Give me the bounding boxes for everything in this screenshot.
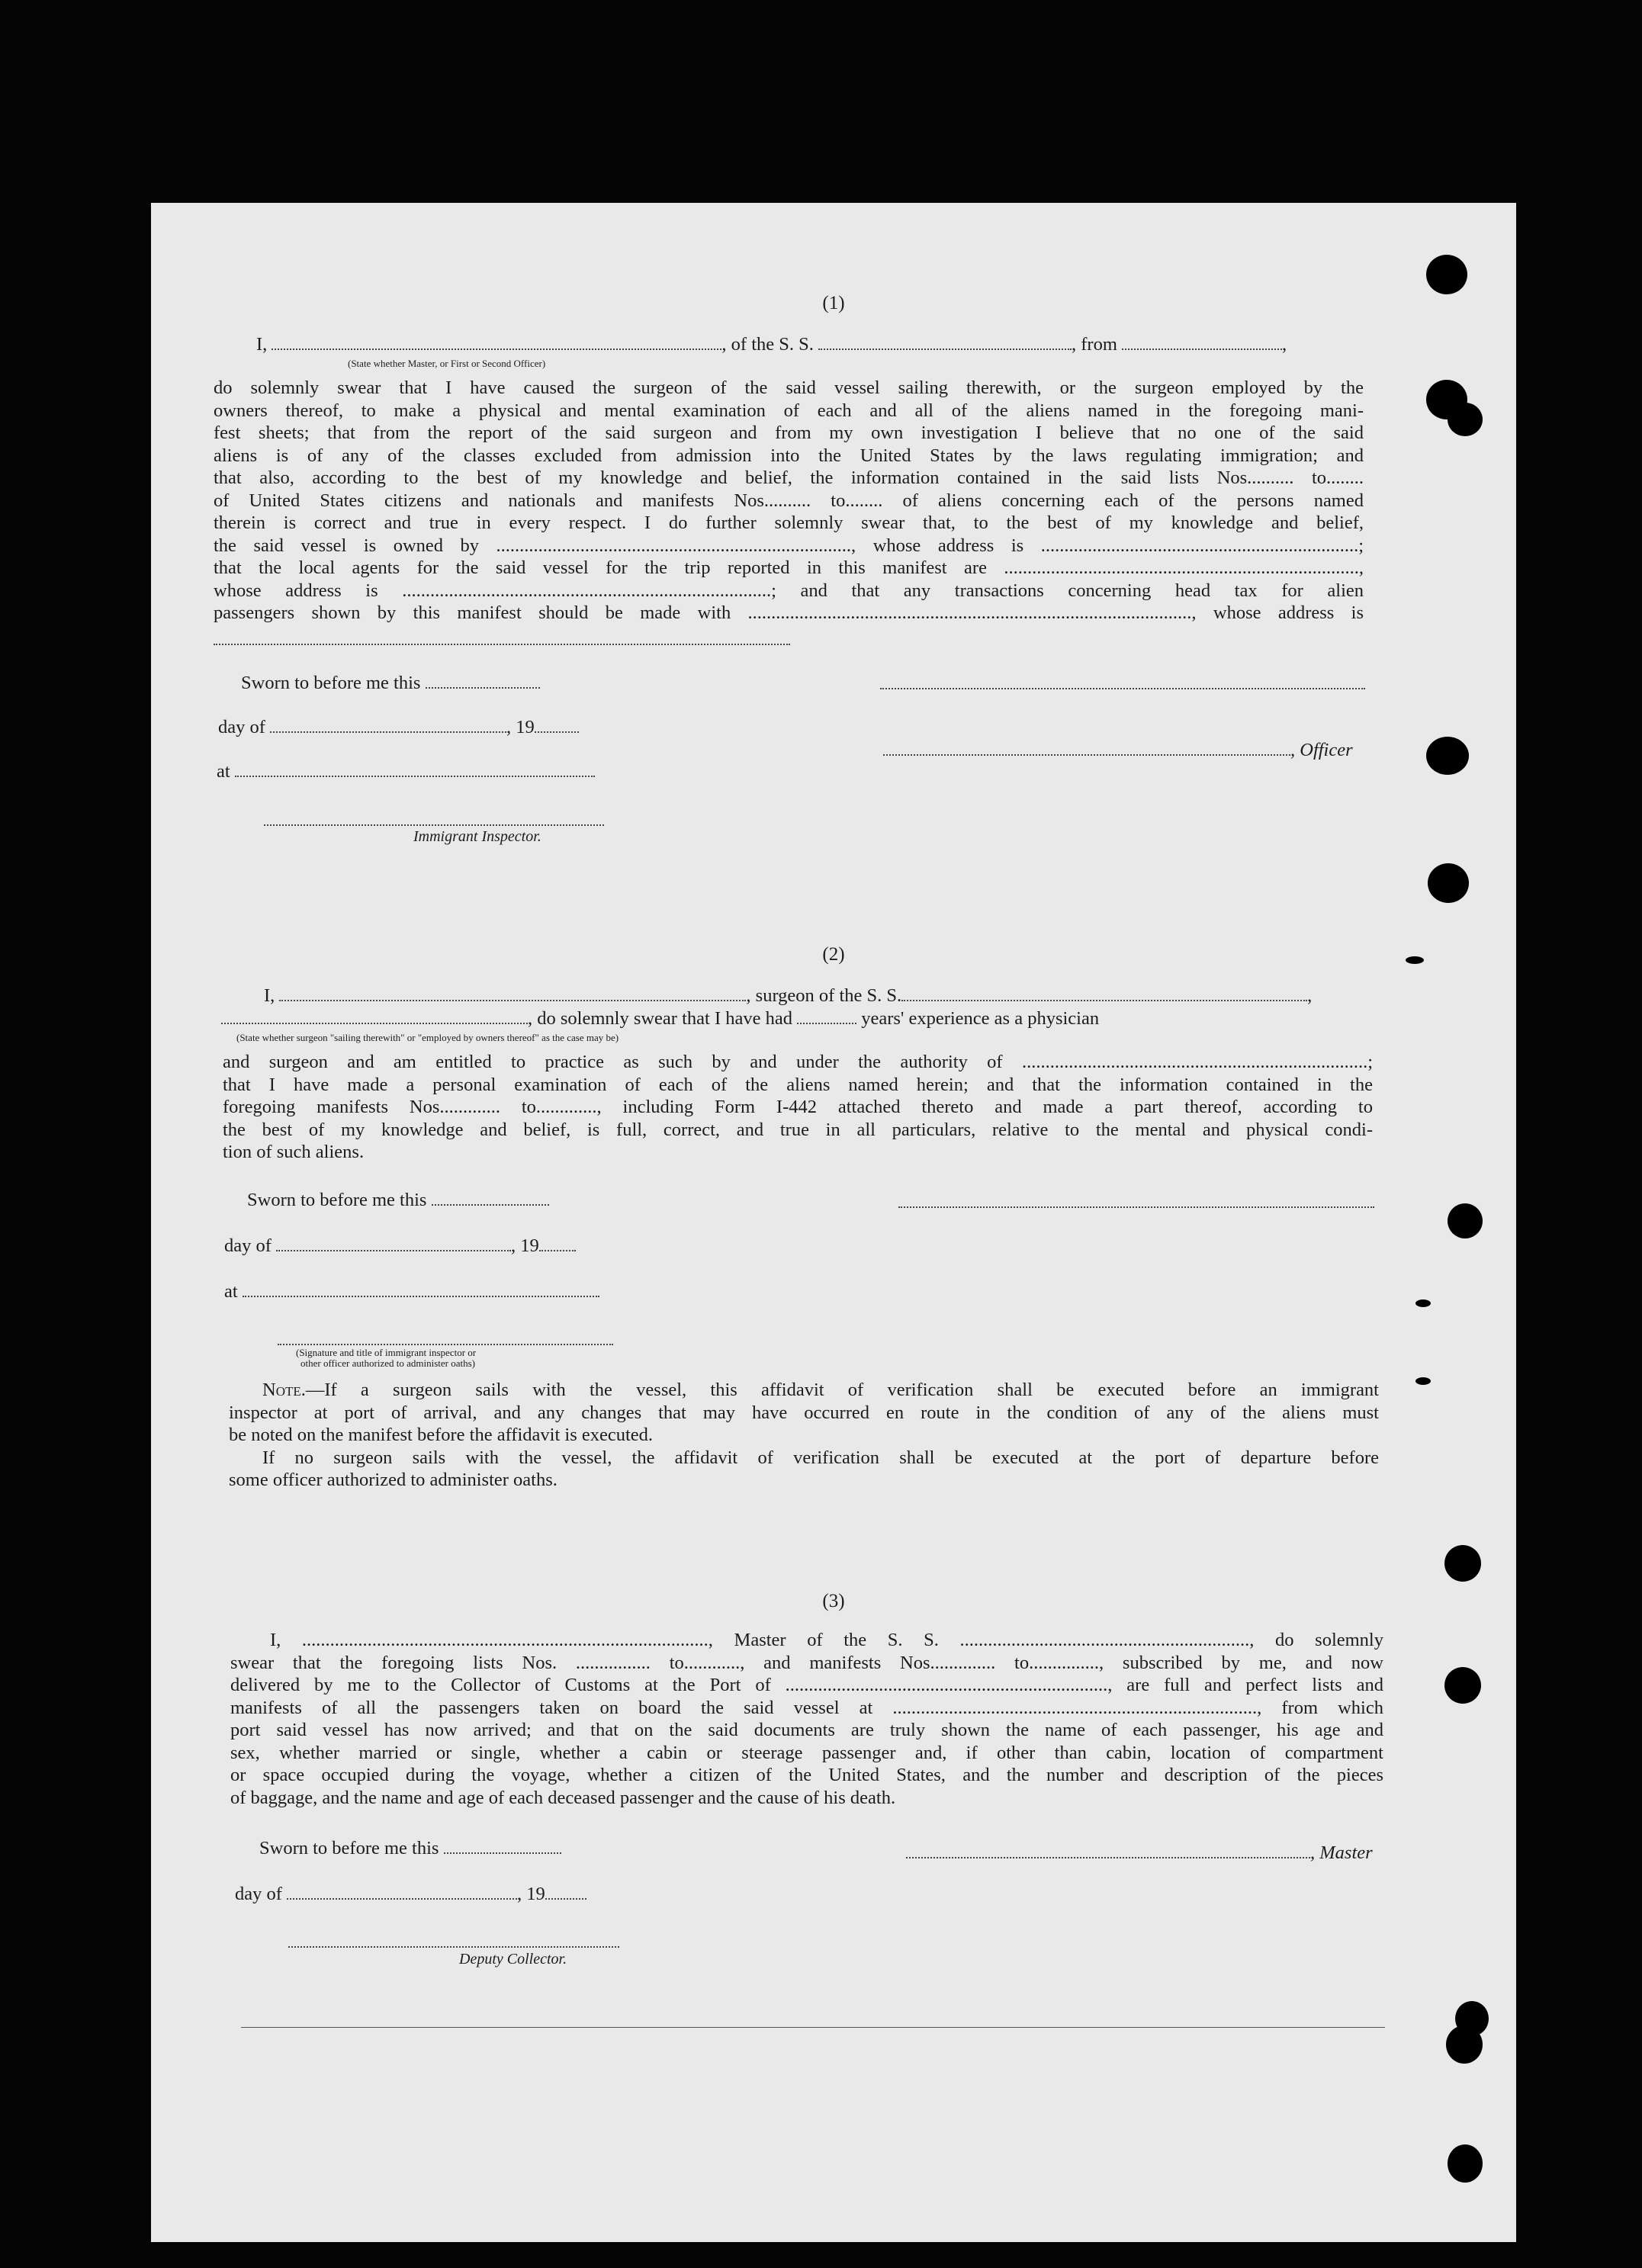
- year-label: , 19: [511, 1235, 539, 1256]
- manifest-affidavit-sheet: [151, 203, 1516, 2242]
- note-line: [229, 1379, 1379, 1402]
- at-place-blank: [235, 762, 595, 777]
- punch-hole: [1426, 255, 1467, 294]
- paragraph-line: sex, whether married or single, whether a cabin or steerage passenger and, if other than cabin, location of compartment: [230, 1742, 1383, 1763]
- paragraph-line: port said vessel has now arrived; and that on the said documents are truly shown the name of each passenger, his age and: [230, 1720, 1383, 1740]
- i-label: I,: [264, 985, 275, 1006]
- at-label: at: [217, 761, 230, 782]
- at-place-blank: [243, 1282, 599, 1297]
- punch-hole: [1426, 737, 1469, 775]
- month-blank: [276, 1236, 511, 1251]
- month-blank: [270, 718, 506, 733]
- paragraph-line: whose address is ...............................................................................; and that any transactions concerning head tax for alien: [214, 580, 1364, 601]
- sworn-label: Sworn to before me this: [247, 1190, 427, 1210]
- day-of-line: [235, 1884, 586, 1905]
- officer-blank: [883, 740, 1290, 756]
- section-2-header-line: I, , surgeon of the S. S. ,: [264, 985, 1313, 1006]
- section-1-header-line: I, , of the S. S. , from ,: [256, 334, 1287, 355]
- paragraph-line: foregoing manifests Nos............. to............., including Form I-442 attached thereto and made a part thereof, according to: [223, 1097, 1373, 1117]
- paragraph-line: owners thereof, to make a physical and mental examination of each and all of the aliens named in the foregoing mani-: [214, 400, 1364, 421]
- punch-hole: [1446, 2025, 1483, 2064]
- signature-line: [898, 1206, 1374, 1208]
- surgeon-caption: (State whether surgeon "sailing therewith" or "employed by owners thereof" as the case may be): [236, 1032, 619, 1043]
- sworn-day-blank: [426, 673, 540, 689]
- from-label: , from: [1072, 334, 1117, 355]
- punch-hole: [1444, 1545, 1481, 1582]
- note-text: —If a surgeon sails with the vessel, this affidavit of verification shall be executed before an immigrant: [305, 1380, 1379, 1400]
- paragraph-line: fest sheets; that from the report of the said surgeon and from my own investigation I believe that no one of the said: [214, 422, 1364, 443]
- paragraph-line: therein is correct and true in every respect. I do further solemnly swear that, to the best of my knowledge and belief,: [214, 512, 1364, 533]
- from-port-blank: [1122, 335, 1282, 350]
- note-line: If no surgeon sails with the vessel, the affidavit of verification shall be executed at the port of departure before: [262, 1447, 1379, 1468]
- i-label: I,: [256, 334, 268, 355]
- paragraph-line: or space occupied during the voyage, whether a citizen of the United States, and the number and description of the pieces: [230, 1765, 1383, 1785]
- master-caption: (State whether Master, or First or Second Officer): [348, 358, 546, 369]
- paragraph-line: delivered by me to the Collector of Customs at the Port of ....................................................................., are full and perfect lists and: [230, 1675, 1383, 1695]
- paragraph-line: manifests of all the passengers taken on board the said vessel at .............................................................................., from which: [230, 1697, 1383, 1718]
- section-3-paragraph: [230, 1629, 1383, 1809]
- year-label: , 19: [517, 1884, 545, 1904]
- officer-label: , Officer: [1290, 740, 1353, 760]
- paragraph-line: tion of such aliens.: [223, 1142, 365, 1162]
- vessel-name-blank: [901, 986, 1307, 1001]
- of-ss-label: , of the S. S.: [721, 334, 814, 355]
- paragraph-line: that the local agents for the said vessel for the trip reported in this manifest are ............................................................................,: [214, 557, 1364, 578]
- paragraph-line: do solemnly swear that I have caused the surgeon of the said vessel sailing therewith, or the surgeon employed by the: [214, 377, 1364, 398]
- day-of-label: day of: [235, 1884, 282, 1904]
- at-line: [224, 1281, 599, 1303]
- paragraph-line: of baggage, and the name and age of each deceased passenger and the cause of his death.: [230, 1787, 896, 1808]
- collector-signature-line: [288, 1946, 619, 1948]
- deputy-collector-label: Deputy Collector.: [459, 1951, 567, 1968]
- vessel-name-blank: [818, 335, 1072, 350]
- paragraph-line: that I have made a personal examination of each of the aliens named herein; and that the information contained in the: [223, 1074, 1373, 1095]
- year-label: , 19: [506, 717, 535, 737]
- master-name-blank: [272, 335, 721, 350]
- section-2-number: (2): [822, 944, 845, 965]
- master-label: , Master: [1310, 1842, 1373, 1863]
- note-label: Note.: [262, 1380, 306, 1400]
- punch-hole: [1448, 403, 1483, 436]
- surgeon-status-blank: [221, 1009, 528, 1024]
- surgeon-name-blank: [279, 986, 746, 1001]
- paragraph-line: and surgeon and am entitled to practice as such by and under the authority of ..........................................................................;: [223, 1052, 1373, 1072]
- month-blank: [287, 1884, 517, 1900]
- years-label: years' experience as a physician: [861, 1008, 1100, 1029]
- surgeon-of-ss-label: , surgeon of the S. S.: [746, 985, 902, 1006]
- punch-hole: [1448, 2144, 1483, 2183]
- master-signature-blank: [906, 1843, 1310, 1858]
- section-1-paragraph: [214, 377, 1364, 625]
- master-line: [906, 1842, 1373, 1864]
- paragraph-line: I, ......................................................................................., Master of the S. S. .............................................................., do solemnly: [270, 1630, 1383, 1650]
- signature-caption-2: other officer authorized to administer oaths): [300, 1357, 475, 1369]
- year-blank: [539, 1236, 576, 1251]
- swear-label: , do solemnly swear that I have had: [528, 1008, 792, 1029]
- sworn-line: [247, 1190, 549, 1211]
- paragraph-line: the best of my knowledge and belief, is full, correct, and true in all particulars, relative to the mental and physical condi-: [223, 1119, 1373, 1140]
- day-of-line: [218, 717, 579, 738]
- paragraph-line: that also, according to the best of my knowledge and belief, the information contained in the said lists Nos.......... to........: [214, 467, 1364, 488]
- sworn-day-blank: [432, 1190, 549, 1206]
- year-blank: [545, 1884, 586, 1900]
- sworn-day-blank: [444, 1839, 561, 1854]
- bottom-rule: [241, 2027, 1385, 2028]
- note-line: be noted on the manifest before the affidavit is executed.: [229, 1425, 654, 1445]
- year-blank: [535, 718, 579, 733]
- address-blank-line: [214, 644, 790, 645]
- officer-line: [883, 740, 1353, 761]
- sworn-label: Sworn to before me this: [241, 673, 421, 693]
- paragraph-line: passengers shown by this manifest should be made with ..............................................................................................., whose address is: [214, 602, 1364, 623]
- sworn-label: Sworn to before me this: [259, 1838, 439, 1858]
- inspector-signature-line: [264, 824, 604, 826]
- paragraph-line: the said vessel is owned by ............................................................................, whose address is ....................................................................;: [214, 535, 1364, 556]
- punch-hole: [1415, 1299, 1431, 1307]
- paragraph-line: aliens is of any of the classes excluded from admission into the United States by the laws regulating immigration; and: [214, 445, 1364, 466]
- at-label: at: [224, 1281, 238, 1302]
- inspector-signature-line: [278, 1344, 613, 1345]
- officer-signature-line: [880, 688, 1365, 689]
- immigrant-inspector-label: Immigrant Inspector.: [413, 828, 541, 845]
- punch-hole: [1448, 1203, 1483, 1238]
- note-line: some officer authorized to administer oaths.: [229, 1470, 558, 1490]
- section-3-number: (3): [822, 1591, 845, 1611]
- section-2-experience-line: [221, 1008, 1099, 1030]
- years-blank: [797, 1009, 856, 1024]
- signature-caption-1: (Signature and title of immigrant inspector or: [296, 1347, 477, 1358]
- paragraph-line: swear that the foregoing lists Nos. ................ to............, and manifests Nos.............. to..............., subscribed by me, and now: [230, 1652, 1383, 1673]
- section-2-paragraph: [223, 1051, 1373, 1164]
- day-of-line: [224, 1235, 576, 1257]
- section-1-number: (1): [822, 293, 845, 313]
- punch-hole: [1415, 1377, 1431, 1385]
- day-of-label: day of: [218, 717, 265, 737]
- at-line: [217, 761, 595, 782]
- note-paragraph: [229, 1379, 1379, 1492]
- day-of-label: day of: [224, 1235, 272, 1256]
- sworn-line: [241, 673, 540, 694]
- sworn-line: [259, 1838, 561, 1859]
- punch-hole: [1428, 863, 1469, 903]
- paragraph-line: of United States citizens and nationals and manifests Nos.......... to........ of aliens concerning each of the persons named: [214, 490, 1364, 511]
- note-line: inspector at port of arrival, and any changes that may have occurred en route in the condition of any of the aliens must: [229, 1402, 1379, 1423]
- punch-hole: [1444, 1667, 1481, 1704]
